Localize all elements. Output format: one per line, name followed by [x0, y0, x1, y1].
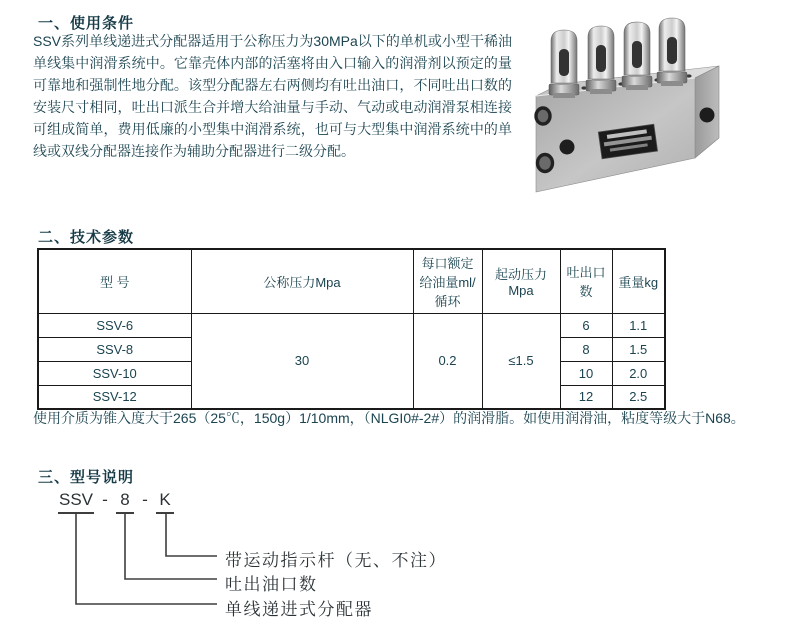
model-dash: -: [142, 490, 148, 509]
cell-outlets: 12: [560, 385, 612, 409]
indicator-pin: [622, 22, 652, 90]
left-port-icon: [536, 108, 550, 124]
col-header-nominal-pressure: 公称压力Mpa: [191, 249, 413, 313]
model-label-indicator: 带运动指示杆（无、不注）: [225, 551, 447, 570]
section2-heading: 二、技术参数: [38, 229, 135, 246]
model-part-indicator: K: [156, 490, 174, 514]
cell-weight: 2.5: [612, 385, 665, 409]
cell-oil-per-cycle: 0.2: [413, 313, 482, 409]
section3-heading: 三、型号说明: [38, 469, 135, 486]
medium-note: 使用介质为锥入度大于265（25℃，150g）1/10mm，（NLGI0#-2#）的润滑脂。如使用润滑油，粘度等级大于N68。: [33, 410, 745, 426]
table-header-row: [38, 249, 665, 313]
col-header-outlets: 吐出口数: [560, 249, 612, 313]
cell-weight: 1.5: [612, 337, 665, 361]
left-port-lower-icon: [538, 155, 553, 172]
col-header-model: 型 号: [38, 249, 191, 313]
cell-weight: 2.0: [612, 361, 665, 385]
cell-start-pressure: ≤1.5: [482, 313, 560, 409]
col-header-oil-per-cycle: 每口额定给油量ml/循环: [413, 249, 482, 313]
front-right-outlet-icon: [700, 108, 715, 123]
product-photo: [516, 12, 786, 202]
usage-conditions-paragraph: SSV系列单线递进式分配器适用于公称压力为30MPa以下的单机或小型干稀油单线集中润滑系统中。它靠壳体内部的活塞将由入口输入的润滑剂以预定的量可靠地和强制性地分配。该型分配器左右两侧均有吐出油口，不同吐出口数的安装尺寸相同，吐出口派生合并增大给油量与手动、气动或电动润滑泵相连接可组成简单，费用低廉的小型集中润滑系统，也可与大型集中润滑系统中的单线或双线分配器连接作为辅助分配器进行二级分配。: [33, 33, 512, 159]
front-left-outlet-icon: [560, 140, 575, 155]
table-row: [38, 313, 665, 337]
cell-weight: 1.1: [612, 313, 665, 337]
cell-model: SSV-8: [38, 337, 191, 361]
cell-model: SSV-10: [38, 361, 191, 385]
model-dash: -: [102, 490, 108, 509]
model-part-series: SSV: [58, 490, 94, 514]
col-header-weight: 重量kg: [612, 249, 665, 313]
indicator-pin: [549, 30, 579, 98]
connector-outlets: [125, 512, 217, 579]
col-header-start-pressure: 起动压力Mpa: [482, 249, 560, 313]
model-label-series: 单线递进式分配器: [225, 600, 373, 619]
cell-nominal-pressure: 30: [191, 313, 413, 409]
indicator-pin: [586, 26, 616, 94]
connector-series: [76, 512, 217, 604]
cell-outlets: 8: [560, 337, 612, 361]
cell-outlets: 10: [560, 361, 612, 385]
cell-model: SSV-6: [38, 313, 191, 337]
connector-indicator: [166, 512, 217, 556]
model-label-outlets: 吐出油口数: [225, 575, 318, 594]
model-part-outlets: 8: [116, 490, 134, 514]
spec-table: [37, 248, 666, 410]
cell-outlets: 6: [560, 313, 612, 337]
cell-model: SSV-12: [38, 385, 191, 409]
indicator-pin: [657, 18, 687, 86]
section1-heading: 一、使用条件: [38, 15, 135, 32]
